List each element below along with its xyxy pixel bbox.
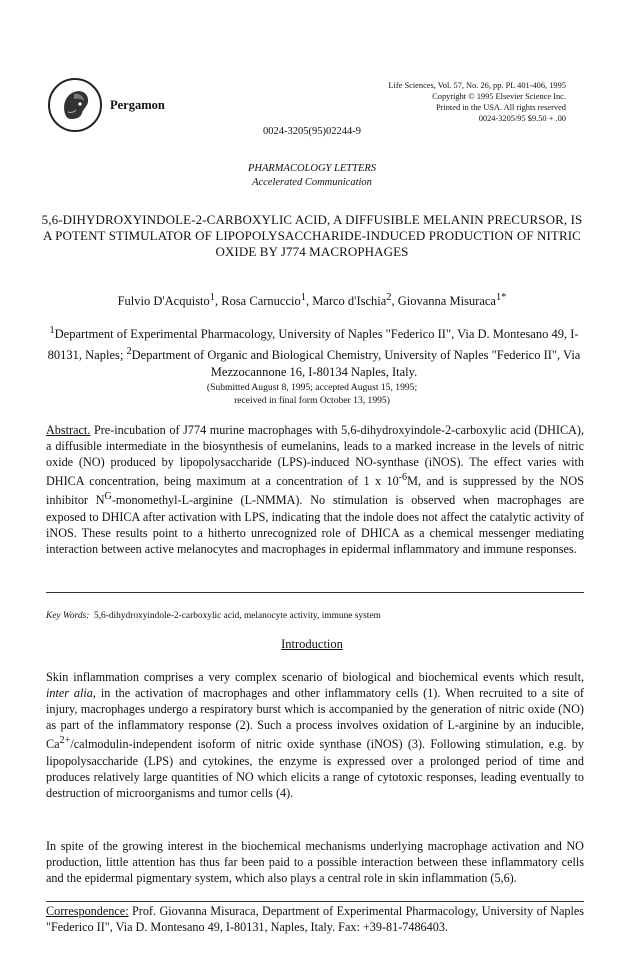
paragraph-italic: inter alia — [46, 686, 93, 701]
affiliation-2: Department of Organic and Biological Chemistry, University of Naples "Federico II", Via Mezzocannone 16, I-80134 Naples, Italy. — [131, 348, 581, 380]
journal-citation — [388, 80, 566, 124]
pergamon-head-icon — [52, 82, 98, 128]
author-affil-mark: 1* — [495, 292, 507, 303]
submission-line: received in final form October 13, 1995) — [234, 395, 390, 406]
pergamon-logo — [48, 78, 102, 132]
introduction-heading: Introduction — [281, 637, 343, 651]
correspondence-text: Prof. Giovanna Misuraca, Department of Experimental Pharmacology, University of Naples "Federico II", Via D. Montesano 49, I-80131, Naples, Italy. Fax: +39-81-7486403. — [46, 904, 584, 935]
divider — [46, 592, 584, 593]
journal-line: Printed in the USA. All rights reserved — [435, 103, 566, 112]
abstract-label: Abstract. — [46, 423, 91, 437]
submission-line: (Submitted August 8, 1995; accepted August 15, 1995; — [206, 382, 418, 393]
paragraph-text: /calmodulin-independent isoform of nitric oxide synthase (iNOS) (3). Following stimulation, e.g. by lipopolysaccharide (LPS) and cytokines, the enzyme is expressed over a prolonged period of time and produces relatively large quantities of NO which elicits a range of cytotoxic responses, leading eventually to destruction of microorganisms and tumor cells (4). — [46, 737, 584, 800]
affil-mark: 1 — [49, 325, 55, 336]
author-affil-mark: 1 — [300, 292, 306, 303]
author-name: Marco d'Ischia — [312, 294, 387, 309]
abstract-text: Pre-incubation of J774 murine macrophages with 5,6-dihydroxyindole-2-carboxylic acid (DHICA), a diffusible intermediate in the biosynthesis of eumelanins, leads to a marked increase in the levels of nitric oxide (NO) produced by lipopolysaccharide (LPS)-induced NO-synthase (iNOS). The effect varies with DHICA concentration, being maximum at a concentration of 1 x 10 — [46, 423, 584, 489]
affil-mark: 2 — [126, 346, 132, 358]
article-title: 5,6-DIHYDROXYINDOLE-2-CARBOXYLIC ACID, A DIFFUSIBLE MELANIN PRECURSOR, IS A POTENT STIMULATOR OF LIPOPOLYSACCHARIDE-INDUCED PRODUCTION OF NITRIC OXIDE BY J774 MACROPHAGES — [41, 212, 583, 259]
divider — [46, 901, 584, 902]
abstract — [46, 422, 584, 557]
paragraph-text: , in the activation of macrophages and other inflammatory cells (1). When recruited to a site of injury, macrophages undergo a respiratory burst which is accompanied by the generation of nitric oxide (NO) as part of the inflammatory response (2). Such a process involves oxidation of L-arginine by an inducible, Ca — [46, 686, 584, 752]
keywords-label: Key Words: — [46, 611, 90, 621]
publisher-name: Pergamon — [110, 97, 165, 112]
author-name: Giovanna Misuraca — [397, 294, 496, 309]
body-paragraph — [46, 669, 584, 801]
keywords — [46, 611, 584, 621]
submission-dates — [0, 381, 624, 407]
author-name: Rosa Carnuccio — [221, 294, 301, 309]
journal-line: Life Sciences, Vol. 57, No. 26, pp. PL 401-406, 1995 — [388, 81, 566, 90]
body-paragraph: In spite of the growing interest in the biochemical mechanisms underlying macrophage activation and NO production, little attention has thus far been paid to a possible interaction between these inflammatory cells and the epidermal pigmentary system, which also plays a central role in skin inflammation (5,6). — [46, 839, 584, 886]
abstract-superscript: -6 — [398, 472, 408, 484]
author-list: Fulvio D'Acquisto$^1$, Rosa Carnuccio$^1$, Marco d'Ischia$^2$, Giovanna Misuraca$^{1*}$ — [117, 292, 507, 309]
abstract-text: -monomethyl-L-arginine (L-NMMA). No stimulation is observed when macrophages are exposed to DHICA after activation with LPS, indicating that the indole does not affect the catalytic activity of iNOS. These results point to a hitherto unrecognized role of DHICA as a chemical messenger mediating interaction between active melanocytes and macrophages in epidermal inflammatory and immune responses. — [46, 493, 584, 556]
article-type: Accelerated Communication — [252, 177, 372, 188]
author-affil-mark: 2 — [386, 292, 392, 303]
author-affil-mark: 1 — [209, 292, 215, 303]
author-name: Fulvio D'Acquisto — [117, 294, 210, 309]
abstract-superscript: G — [104, 491, 112, 503]
correspondence — [46, 903, 584, 935]
section-heading — [0, 162, 624, 190]
paragraph-superscript: 2+ — [59, 735, 71, 747]
affiliations — [40, 322, 588, 381]
journal-line: Copyright © 1995 Elsevier Science Inc. — [432, 92, 566, 101]
issn-code: 0024-3205(95)02244-9 — [263, 126, 361, 137]
journal-line: 0024-3205/95 $9.50 + .00 — [478, 114, 566, 123]
publisher-logo-block — [48, 78, 165, 132]
paragraph-text: Skin inflammation comprises a very complex scenario of biological and biochemical events which result, — [46, 670, 584, 684]
affiliation-1: Department of Experimental Pharmacology, University of Naples "Federico II", Via D. Montesano 49, I-80131, Naples; — [47, 327, 579, 363]
section-name: PHARMACOLOGY LETTERS — [247, 163, 377, 174]
correspondence-label: Correspondence: — [46, 904, 129, 918]
abstract-text: M, and is suppressed by the NOS inhibitor N — [46, 474, 584, 508]
keywords-text: 5,6-dihydroxyindole-2-carboxylic acid, melanocyte activity, immune system — [94, 611, 381, 621]
